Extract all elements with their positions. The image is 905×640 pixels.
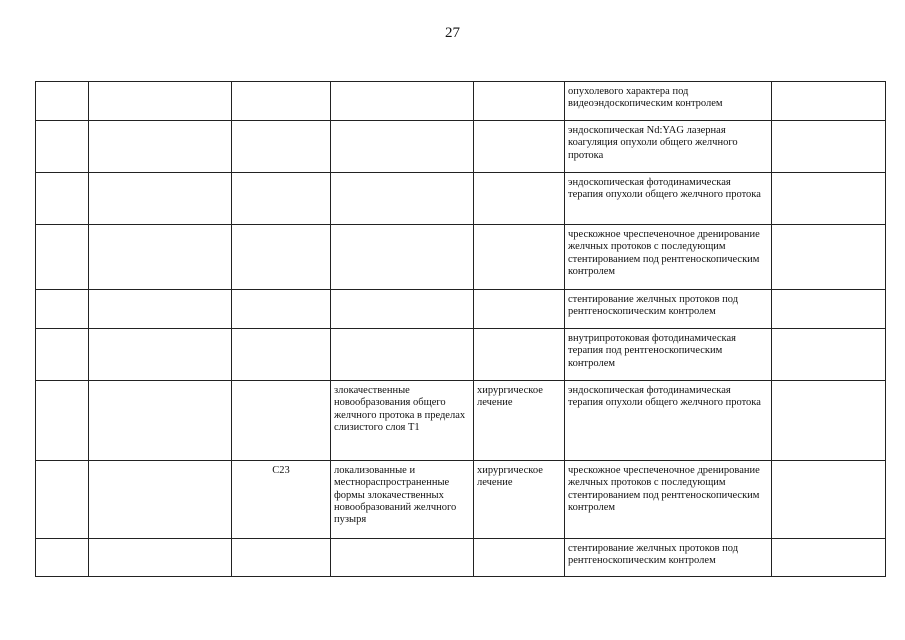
table-cell-profile (89, 225, 232, 290)
table-row (36, 82, 886, 121)
table-row (36, 539, 886, 577)
table-cell-number (36, 173, 89, 225)
table-cell-method: чрескожное чреспеченочное дренирование желчных протоков с последующим стентированием под рентгеноскопическим контролем (565, 225, 772, 290)
table-cell-profile (89, 290, 232, 329)
table-cell-code (232, 121, 331, 173)
table-cell-profile (89, 173, 232, 225)
table-cell-number (36, 225, 89, 290)
table-cell-diagnosis (331, 225, 474, 290)
table-cell-profile (89, 381, 232, 461)
table-cell-profile (89, 121, 232, 173)
table-cell-number (36, 329, 89, 381)
table-row (36, 381, 886, 461)
table-cell-treatment-type (474, 173, 565, 225)
table-cell-number (36, 290, 89, 329)
table-row (36, 329, 886, 381)
table-cell-method: эндоскопическая фотодинамическая терапия опухоли общего желчного протока (565, 173, 772, 225)
table-cell-number (36, 82, 89, 121)
table-cell-treatment-type: хирургическое лечение (474, 461, 565, 539)
table-cell-code (232, 381, 331, 461)
table-cell-code (232, 329, 331, 381)
table-cell-number (36, 121, 89, 173)
table-cell-code (232, 82, 331, 121)
table-cell-treatment-type (474, 82, 565, 121)
table-cell-profile (89, 539, 232, 577)
table-cell-treatment-type: хирургическое лечение (474, 381, 565, 461)
table-cell-standard (772, 539, 886, 577)
table-cell-number (36, 461, 89, 539)
table-cell-method: стентирование желчных протоков под рентгеноскопическим контролем (565, 290, 772, 329)
table-cell-method: эндоскопическая Nd:YAG лазерная коагуляция опухоли общего желчного протока (565, 121, 772, 173)
page-number: 27 (445, 25, 460, 41)
table-cell-diagnosis (331, 173, 474, 225)
table-cell-method: внутрипротоковая фотодинамическая терапия под рентгеноскопическим контролем (565, 329, 772, 381)
table-row (36, 173, 886, 225)
table-cell-standard (772, 82, 886, 121)
table-cell-diagnosis (331, 329, 474, 381)
table-cell-treatment-type (474, 121, 565, 173)
table-cell-treatment-type (474, 225, 565, 290)
table-cell-diagnosis (331, 539, 474, 577)
table-cell-diagnosis (331, 290, 474, 329)
table-cell-code (232, 173, 331, 225)
table-row (36, 461, 886, 539)
table-cell-treatment-type (474, 329, 565, 381)
table-cell-diagnosis: локализованные и местнораспространенные формы злокачественных новообразований желчного пузыря (331, 461, 474, 539)
table-cell-standard (772, 225, 886, 290)
table-cell-method: чрескожное чреспеченочное дренирование желчных протоков с последующим стентированием под рентгеноскопическим контролем (565, 461, 772, 539)
procedures-table (35, 81, 886, 577)
table-cell-standard (772, 290, 886, 329)
table-cell-standard (772, 381, 886, 461)
table-cell-standard (772, 173, 886, 225)
table-row (36, 225, 886, 290)
table-cell-code (232, 225, 331, 290)
table-cell-profile (89, 329, 232, 381)
table-cell-code: C23 (232, 461, 331, 539)
table-cell-treatment-type (474, 290, 565, 329)
table-cell-method: опухолевого характера под видеоэндоскопическим контролем (565, 82, 772, 121)
table-cell-diagnosis (331, 82, 474, 121)
table-cell-standard (772, 329, 886, 381)
table-cell-method: стентирование желчных протоков под рентгеноскопическим контролем (565, 539, 772, 577)
table-cell-number (36, 381, 89, 461)
table-cell-method: эндоскопическая фотодинамическая терапия опухоли общего желчного протока (565, 381, 772, 461)
table-row (36, 121, 886, 173)
table-cell-standard (772, 121, 886, 173)
table-cell-number (36, 539, 89, 577)
table-row (36, 290, 886, 329)
table-cell-code (232, 539, 331, 577)
table-cell-code (232, 290, 331, 329)
table-cell-diagnosis: злокачественные новообразования общего желчного протока в пределах слизистого слоя T1 (331, 381, 474, 461)
table-cell-profile (89, 82, 232, 121)
table-cell-diagnosis (331, 121, 474, 173)
table-cell-treatment-type (474, 539, 565, 577)
table-cell-profile (89, 461, 232, 539)
table-cell-standard (772, 461, 886, 539)
